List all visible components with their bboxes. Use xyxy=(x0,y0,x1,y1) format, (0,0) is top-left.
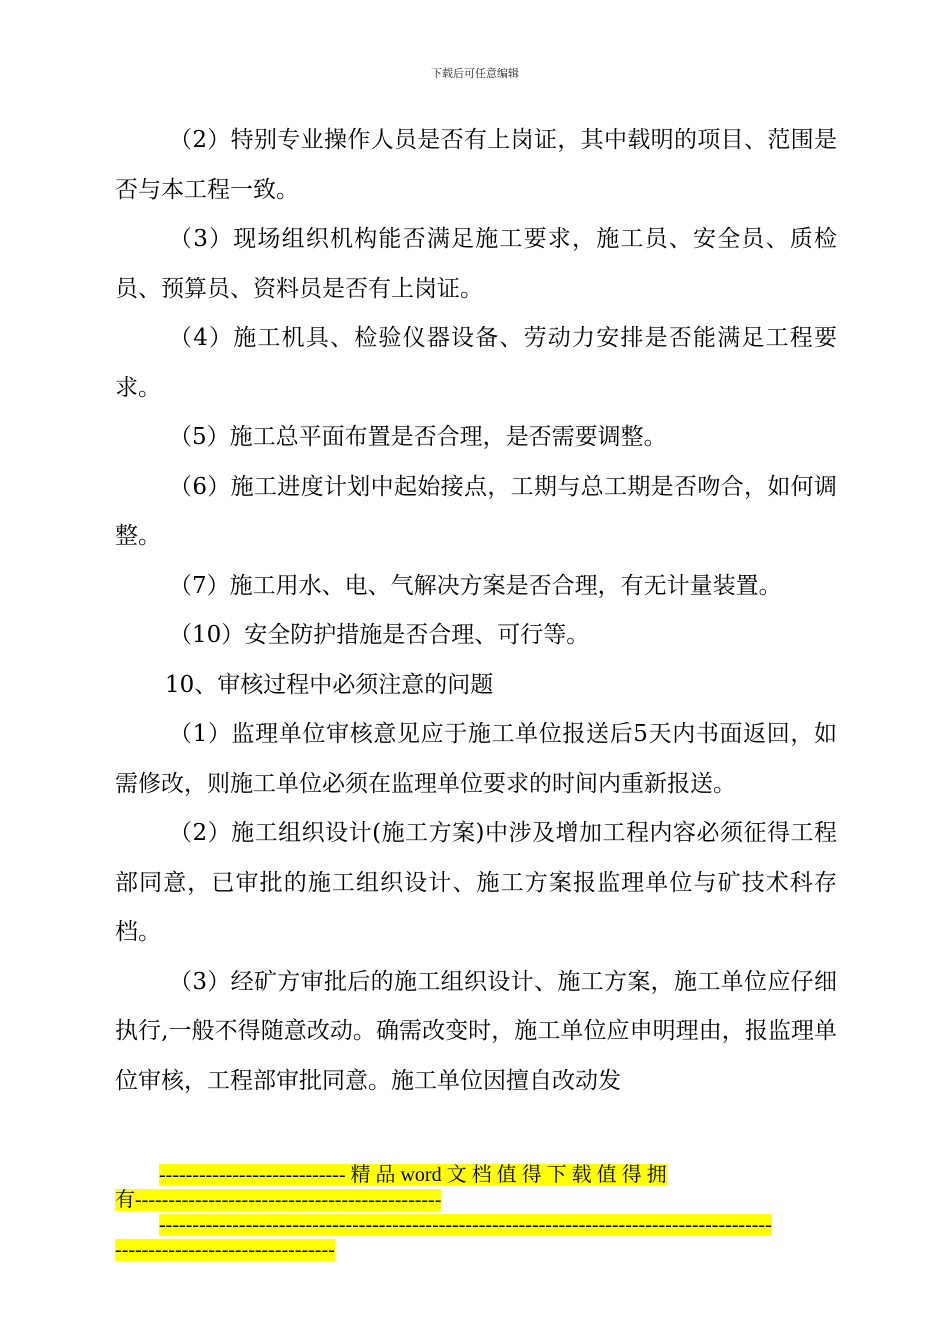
paragraph-item-2: （2）特别专业操作人员是否有上岗证，其中载明的项目、范围是否与本工程一致。 xyxy=(115,127,837,203)
footer-highlight-2: 有---------------------------------------------- xyxy=(115,1189,442,1211)
footer-banner xyxy=(115,1163,837,1263)
paragraph-review-1: （1）监理单位审核意见应于施工单位报送后5天内书面返回，如需修改，则施工单位必须在监理单位要求的时间内重新报送。 xyxy=(115,721,837,797)
paragraph-item-7: （7）施工用水、电、气解决方案是否合理，有无计量装置。 xyxy=(169,572,782,599)
footer-line-1 xyxy=(115,1163,837,1188)
paragraph-item-10: （10）安全防护措施是否合理、可行等。 xyxy=(169,622,590,648)
footer-highlight-3: -------------------------------------------------------------------------------------------- xyxy=(159,1214,772,1236)
footer-line-2 xyxy=(115,1188,837,1213)
footer-line-4 xyxy=(115,1238,837,1263)
page-header: 下载后可任意编辑 xyxy=(431,67,519,80)
footer-highlight-4: --------------------------------- xyxy=(115,1239,335,1261)
paragraph-item-3: （3）现场组织机构能否满足施工要求，施工员、安全员、质检员、预算员、资料员是否有上岗证。 xyxy=(115,226,837,302)
footer-highlight-1: ---------------------------- 精 品 word 文 档 值 得 下 载 值 得 拥 xyxy=(159,1164,667,1186)
paragraph-item-6: （6）施工进度计划中起始接点，工期与总工期是否吻合，如何调整。 xyxy=(115,473,837,549)
paragraph-item-5: （5）施工总平面布置是否合理，是否需要调整。 xyxy=(169,424,667,450)
paragraph-review-2: （2）施工组织设计(施工方案)中涉及增加工程内容必须征得工程部同意，已审批的施工组织设计、施工方案报监理单位与矿技术科存档。 xyxy=(115,820,837,945)
paragraph-review-3: （3）经矿方审批后的施工组织设计、施工方案，施工单位应仔细执行,一般不得随意改动。确需改变时，施工单位应申明理由，报监理单位审核，工程部审批同意。施工单位因擅自改动发 xyxy=(115,968,837,1094)
section-heading: 10、审核过程中必须注意的问题 xyxy=(165,671,494,698)
paragraph-item-4: （4）施工机具、检验仪器设备、劳动力安排是否能满足工程要求。 xyxy=(115,325,837,401)
footer-line-3 xyxy=(115,1213,837,1238)
document-body xyxy=(115,116,837,1106)
